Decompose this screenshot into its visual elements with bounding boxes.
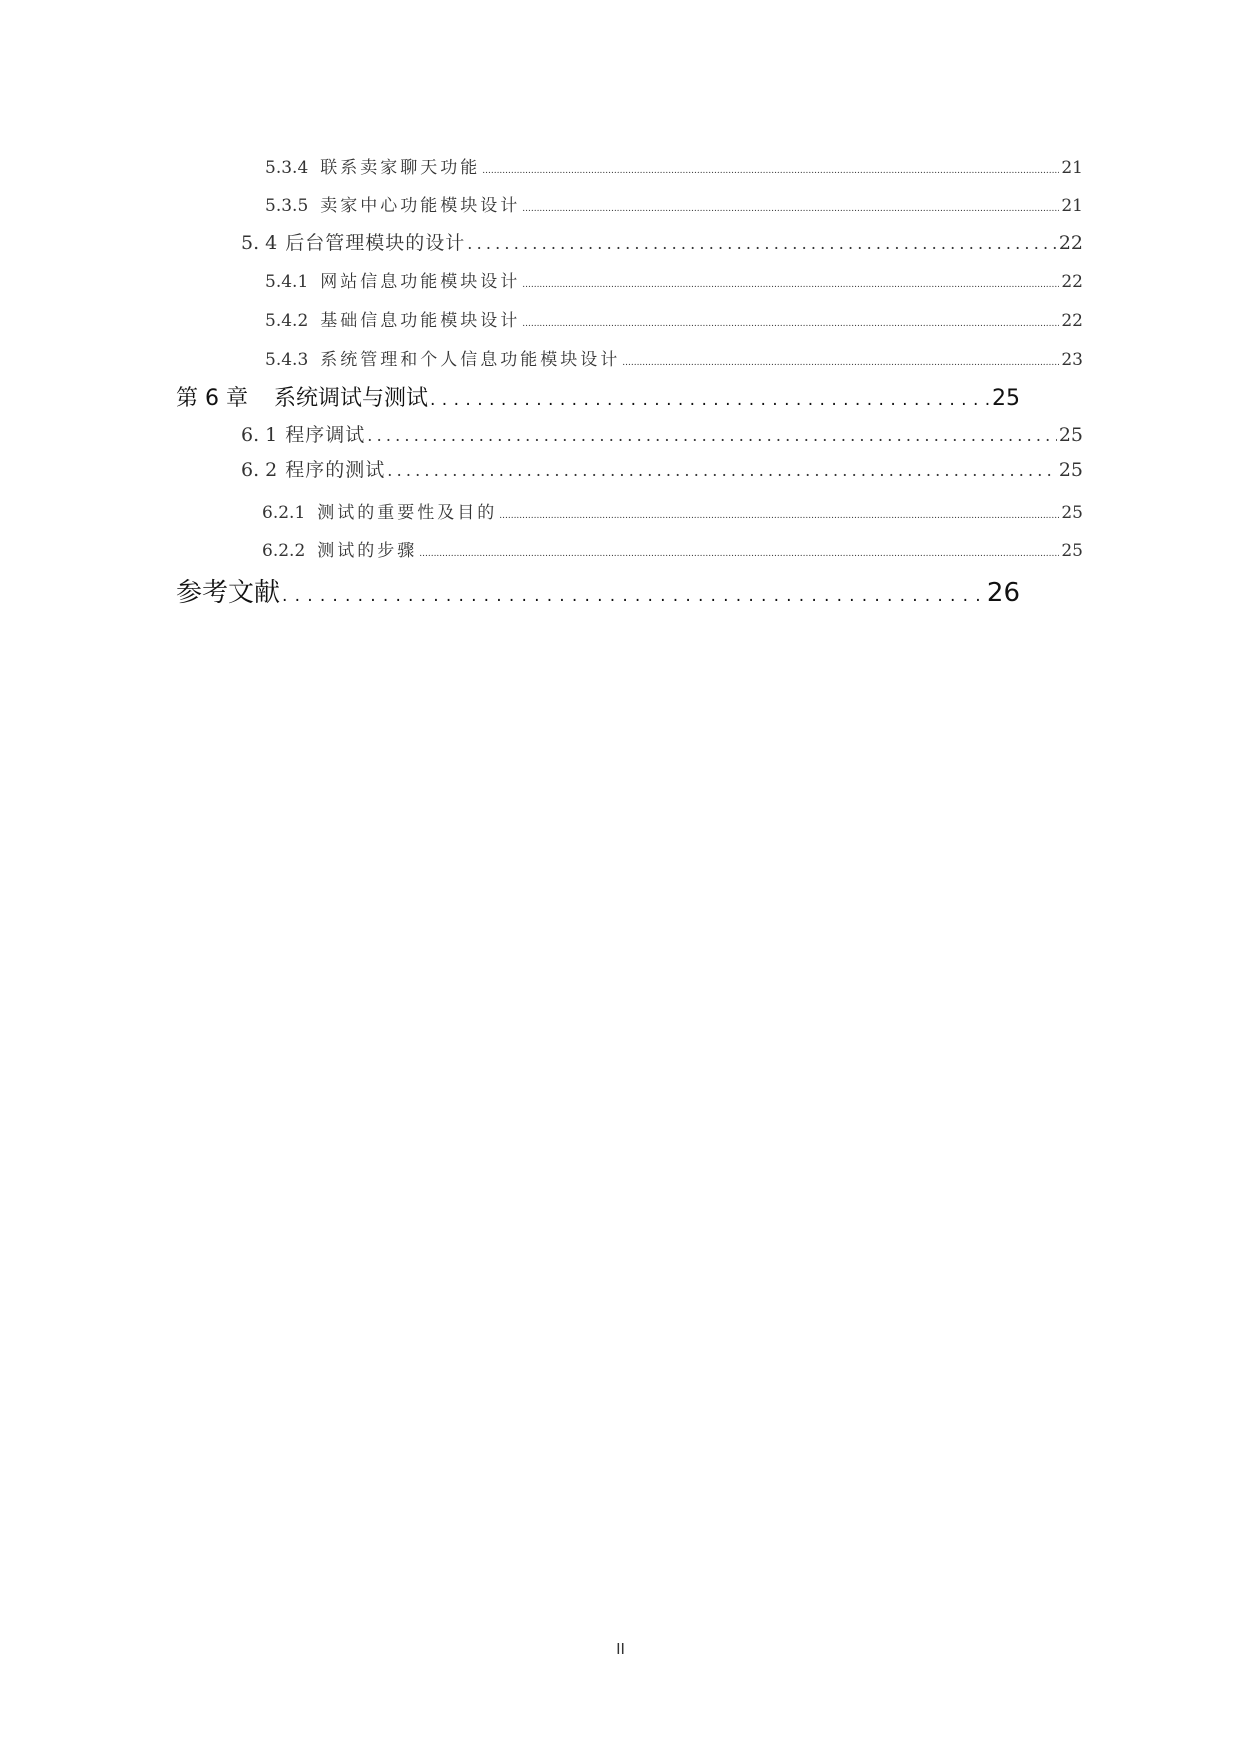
toc-dot-leader	[367, 424, 1057, 446]
toc-entry-title: 网站信息功能模块设计	[320, 272, 521, 292]
toc-entry-number: 5.3.4	[265, 158, 309, 178]
toc-entry-title: 程序调试	[285, 424, 366, 446]
toc-entry[interactable]	[265, 153, 1083, 178]
toc-entry-page: 25	[1058, 459, 1083, 481]
toc-chapter-entry[interactable]	[176, 381, 1020, 412]
toc-entry-title: 卖家中心功能模块设计	[320, 196, 521, 216]
toc-entry-title: 测试的步骤	[317, 541, 418, 561]
toc-entry-page: 21	[1061, 158, 1083, 178]
toc-dot-leader	[282, 578, 985, 608]
toc-entry-page: 23	[1061, 350, 1083, 370]
toc-entry-page: 25	[1061, 541, 1083, 561]
toc-entry[interactable]	[241, 455, 1083, 482]
toc-entry[interactable]	[262, 536, 1083, 561]
toc-entry-title: 程序的测试	[285, 459, 386, 481]
toc-chapter-page: 25	[992, 386, 1020, 411]
toc-entry-number: 5.4.3	[265, 350, 309, 370]
toc-entry[interactable]	[265, 306, 1083, 331]
toc-entry-title: 系统管理和个人信息功能模块设计	[320, 350, 621, 370]
toc-dot-leader	[522, 272, 1059, 292]
toc-entry-title: 基础信息功能模块设计	[320, 311, 521, 331]
toc-entry-number: 5.4.1	[265, 272, 309, 292]
toc-entry-number: 5.4.2	[265, 311, 309, 331]
toc-dot-leader	[622, 350, 1059, 370]
toc-references-entry[interactable]	[176, 572, 1020, 609]
toc-entry-page: 25	[1061, 503, 1083, 523]
toc-entry-title: 联系卖家聊天功能	[320, 158, 481, 178]
toc-entry-number: 5. 4	[241, 232, 278, 254]
toc-entry-page: 22	[1061, 311, 1083, 331]
toc-entry[interactable]	[265, 267, 1083, 292]
toc-entry-title: 测试的重要性及目的	[317, 503, 498, 523]
toc-entry-number: 5.3.5	[265, 196, 309, 216]
toc-entry-page: 25	[1058, 424, 1083, 446]
page-number: II	[616, 1640, 625, 1658]
toc-entry[interactable]	[265, 191, 1083, 216]
toc-dot-leader	[522, 311, 1059, 331]
toc-entry-title: 后台管理模块的设计	[285, 232, 466, 254]
toc-dot-leader	[430, 386, 990, 411]
toc-entry-number: 6.2.1	[262, 503, 306, 523]
toc-chapter-number: 第 6 章	[176, 386, 248, 411]
toc-dot-leader	[387, 459, 1057, 481]
toc-entry-page: 22	[1058, 232, 1083, 254]
toc-entry[interactable]	[241, 420, 1083, 447]
toc-entry[interactable]	[241, 228, 1083, 255]
toc-entry-page: 21	[1061, 196, 1083, 216]
toc-entry-number: 6. 2	[241, 459, 278, 481]
toc-entry[interactable]	[265, 345, 1083, 370]
toc-entry-number: 6.2.2	[262, 541, 306, 561]
toc-dot-leader	[419, 541, 1059, 561]
toc-dot-leader	[499, 503, 1059, 523]
toc-dot-leader	[467, 232, 1057, 254]
toc-entry-page: 22	[1061, 272, 1083, 292]
toc-references-page: 26	[986, 578, 1020, 608]
toc-dot-leader	[522, 196, 1059, 216]
toc-dot-leader	[482, 158, 1059, 178]
toc-entry-number: 6. 1	[241, 424, 278, 446]
toc-references-title: 参考文献	[176, 578, 281, 608]
toc-entry[interactable]	[262, 498, 1083, 523]
toc-chapter-title: 系统调试与测试	[273, 386, 428, 411]
